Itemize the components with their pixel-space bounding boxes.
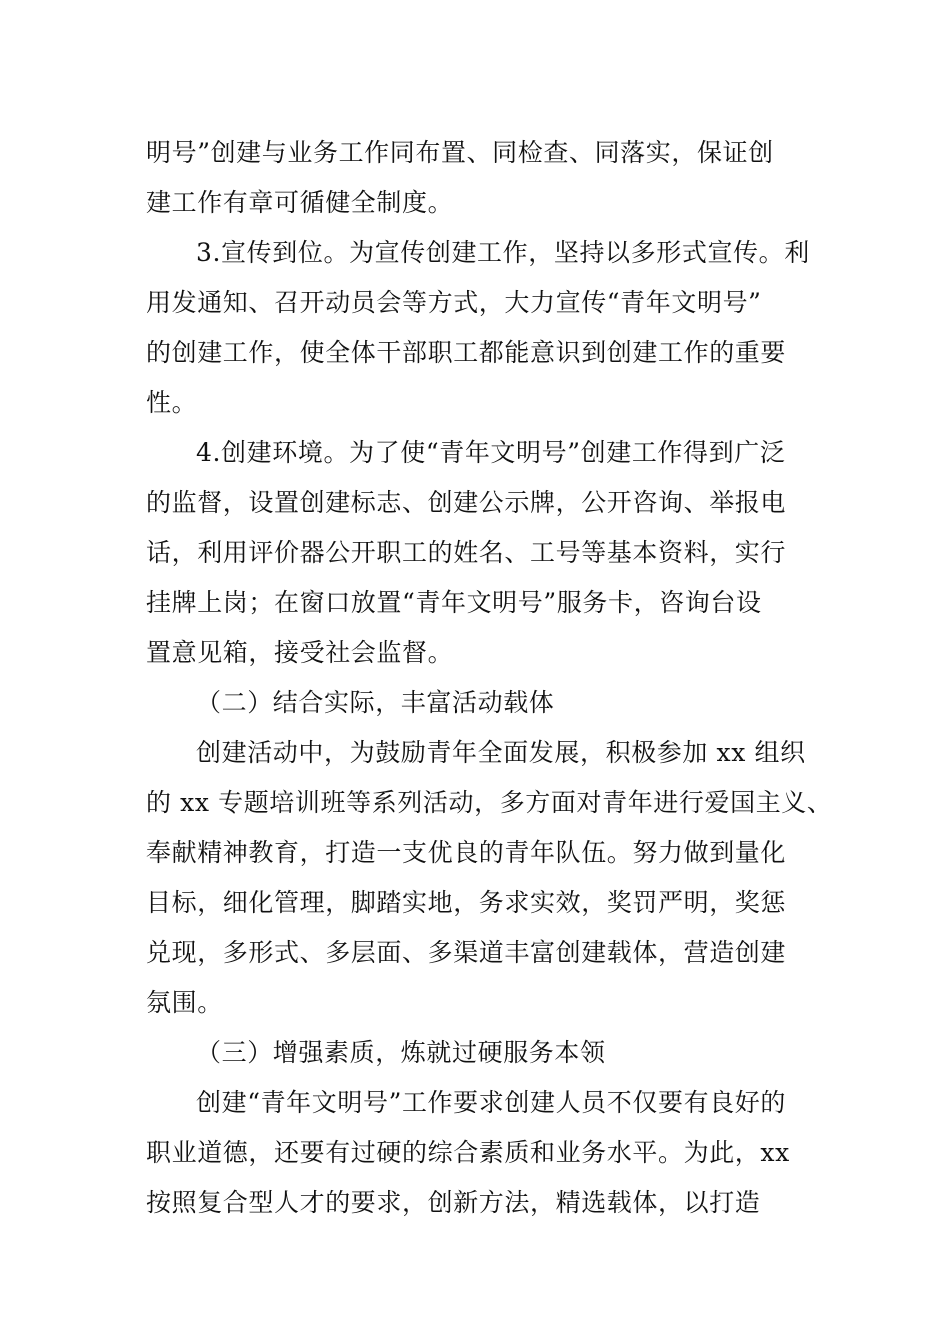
paragraph-line: 职业道德，还要有过硬的综合素质和业务水平。为此，xx [146,1138,790,1167]
paragraph-line: 建工作有章可循健全制度。 [146,188,454,217]
section-heading: （三）增强素质，炼就过硬服务本领 [196,1038,606,1067]
paragraph-line: 置意见箱，接受社会监督。 [146,638,454,667]
paragraph-line: 4.创建环境。为了使“青年文明号”创建工作得到广泛 [196,438,786,467]
paragraph-line: 按照复合型人才的要求，创新方法，精选载体，以打造 [146,1188,761,1217]
paragraph-line: 用发通知、召开动员会等方式，大力宣传“青年文明号” [146,288,762,317]
paragraph-line: 的 xx 专题培训班等系列活动，多方面对青年进行爱国主义、 [146,788,833,817]
paragraph-line: 目标，细化管理，脚踏实地，务求实效，奖罚严明，奖惩 [146,888,787,917]
section-heading: （二）结合实际，丰富活动载体 [196,688,555,717]
paragraph-line: 挂牌上岗；在窗口放置“青年文明号”服务卡，咨询台设 [146,588,762,617]
paragraph-line: 创建“青年文明号”工作要求创建人员不仅要有良好的 [196,1088,786,1117]
paragraph-line: 氛围。 [146,988,223,1017]
paragraph-line: 话，利用评价器公开职工的姓名、工号等基本资料，实行 [146,538,787,567]
paragraph-line: 兑现，多形式、多层面、多渠道丰富创建载体，营造创建 [146,938,787,967]
paragraph-line: 的监督，设置创建标志、创建公示牌，公开咨询、举报电 [146,488,787,517]
paragraph-line: 明号”创建与业务工作同布置、同检查、同落实，保证创 [146,138,774,167]
paragraph-line: 性。 [146,388,198,417]
paragraph-line: 的创建工作，使全体干部职工都能意识到创建工作的重要 [146,338,787,367]
paragraph-line: 3.宣传到位。为宣传创建工作，坚持以多形式宣传。利 [196,238,810,267]
paragraph-line: 奉献精神教育，打造一支优良的青年队伍。努力做到量化 [146,838,787,867]
paragraph-line: 创建活动中，为鼓励青年全面发展，积极参加 xx 组织 [196,738,806,767]
